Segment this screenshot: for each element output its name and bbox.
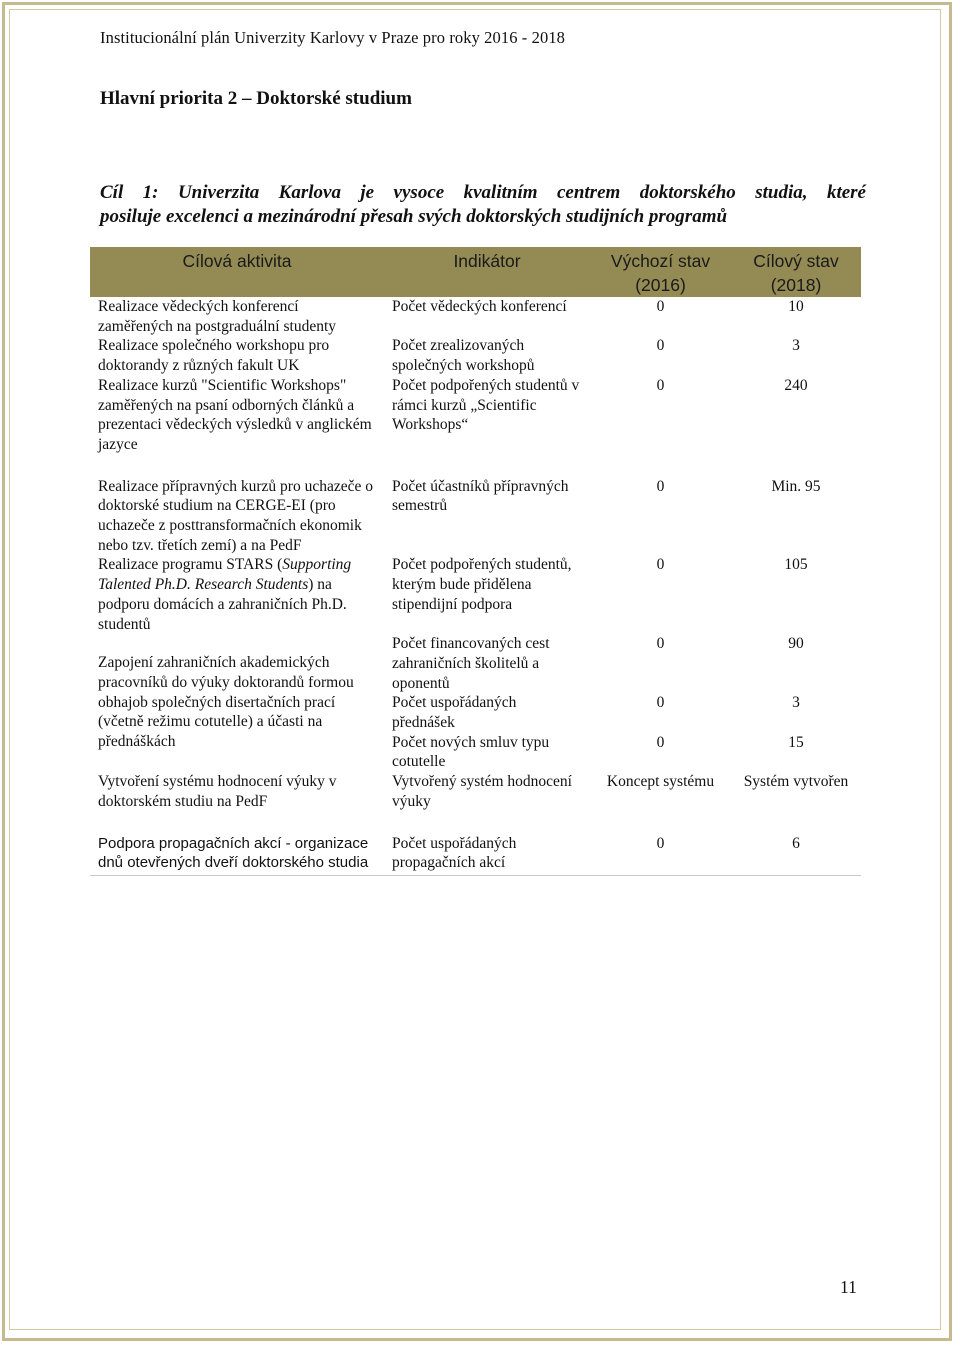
start-cell: 0 bbox=[656, 694, 665, 712]
target-cell: 15 bbox=[788, 733, 804, 751]
target-cell: 10 bbox=[788, 298, 804, 315]
start-cell: 0 bbox=[656, 635, 665, 653]
indicator-cell: Počet zrealizovaných společných workshopů bbox=[392, 337, 535, 375]
target-cell: 3 bbox=[792, 694, 800, 712]
priority-heading: Hlavní priorita 2 – Doktorské studium bbox=[100, 88, 412, 109]
activity-cell: Realizace kurzů "Scientific Workshops" zaměřených na psaní odborných článků a prezentaci vědeckých výsledků v anglickém jazyce bbox=[98, 376, 372, 453]
goal-line-1: Cíl 1: Univerzita Karlova je vysoce kvalitním centrem doktorského studia, které bbox=[100, 182, 866, 203]
target-cell: 105 bbox=[784, 556, 808, 574]
activity-cell: Zapojení zahraničních akademických pracovníků do výuky doktorandů formou obhajob společných disertačních prací (včetně režimu cotutelle) a účasti na přednáškách bbox=[98, 654, 354, 751]
start-cell: 0 bbox=[656, 298, 665, 315]
target-cell: Min. 95 bbox=[771, 477, 821, 495]
indicator-cell: Počet podpořených studentů v rámci kurzů „Scientific Workshops“ bbox=[392, 376, 580, 434]
goal-line-2: posiluje excelenci a mezinárodní přesah svých doktorských studijních programů bbox=[100, 206, 728, 227]
start-cell: Koncept systému bbox=[606, 773, 715, 791]
indicator-cell: Počet účastníků přípravných semestrů bbox=[392, 477, 569, 515]
target-cell: 90 bbox=[788, 635, 804, 653]
header-activity: Cílová aktivita bbox=[90, 247, 384, 297]
activities-table bbox=[90, 247, 861, 876]
activity-cell: Vytvoření systému hodnocení výuky v doktorském studiu na PedF bbox=[98, 773, 337, 810]
activity-cell: Podpora propagačních akcí - organizace dnů otevřených dveří doktorského studia bbox=[98, 834, 369, 872]
activity-text-part: ) na podporu domácích a zahraničních Ph.D. studentů bbox=[98, 576, 347, 633]
table-row bbox=[90, 336, 861, 375]
table-row bbox=[90, 376, 861, 455]
document-header: Institucionální plán Univerzity Karlovy v Praze pro roky 2016 - 2018 bbox=[100, 28, 566, 47]
target-cell: 3 bbox=[792, 337, 800, 355]
table-spacer-row bbox=[90, 455, 861, 477]
table-row bbox=[90, 772, 861, 811]
goal-heading bbox=[100, 181, 866, 229]
target-cell: 6 bbox=[792, 834, 800, 852]
header-start-state: Výchozí stav (2016) bbox=[590, 247, 731, 297]
indicator-cell: Počet uspořádaných přednášek bbox=[392, 694, 517, 732]
header-target-state: Cílový stav (2018) bbox=[731, 247, 861, 297]
target-cell: 240 bbox=[784, 376, 808, 394]
indicator-cell: Počet nových smluv typu cotutelle bbox=[392, 733, 550, 771]
activity-cell bbox=[90, 555, 384, 634]
table-row bbox=[90, 555, 861, 634]
table-row bbox=[90, 297, 861, 336]
start-cell: 0 bbox=[656, 337, 665, 355]
table-row bbox=[90, 477, 861, 556]
activity-cell: Realizace společného workshopu pro doktorandy z různých fakult UK bbox=[98, 337, 330, 375]
indicator-cell: Vytvořený systém hodnocení výuky bbox=[392, 773, 572, 810]
activity-text-italic: Supporting Talented Ph.D. Research Students bbox=[98, 556, 352, 594]
table-header-row bbox=[90, 247, 861, 297]
header-indicator: Indikátor bbox=[384, 247, 590, 297]
activity-cell: Realizace přípravných kurzů pro uchazeče o doktorské studium na CERGE-EI (pro uchazeče z posttransformačních ekonomik nebo tzv. třetích zemí) a na PedF bbox=[98, 477, 373, 554]
activity-text-part: Realizace programu STARS ( bbox=[98, 556, 283, 574]
indicator-cell: Počet uspořádaných propagačních akcí bbox=[392, 834, 517, 872]
start-cell: 0 bbox=[656, 376, 665, 394]
indicator-cell: Počet financovaných cest zahraničních školitelů a oponentů bbox=[392, 635, 550, 692]
indicator-cell: Počet podpořených studentů, kterým bude přidělena stipendijní podpora bbox=[392, 556, 572, 613]
table-row bbox=[90, 634, 861, 693]
target-cell: Systém vytvořen bbox=[743, 773, 849, 791]
start-cell: 0 bbox=[656, 556, 665, 574]
table-spacer-row bbox=[90, 812, 861, 834]
page-number: 11 bbox=[840, 1277, 857, 1297]
indicator-cell: Počet vědeckých konferencí bbox=[392, 298, 567, 315]
start-cell: 0 bbox=[656, 733, 665, 751]
start-cell: 0 bbox=[656, 477, 665, 495]
start-cell: 0 bbox=[656, 834, 665, 852]
table-row bbox=[90, 834, 861, 876]
activity-cell: Realizace vědeckých konferencí zaměřených na postgraduální studenty bbox=[98, 298, 337, 335]
